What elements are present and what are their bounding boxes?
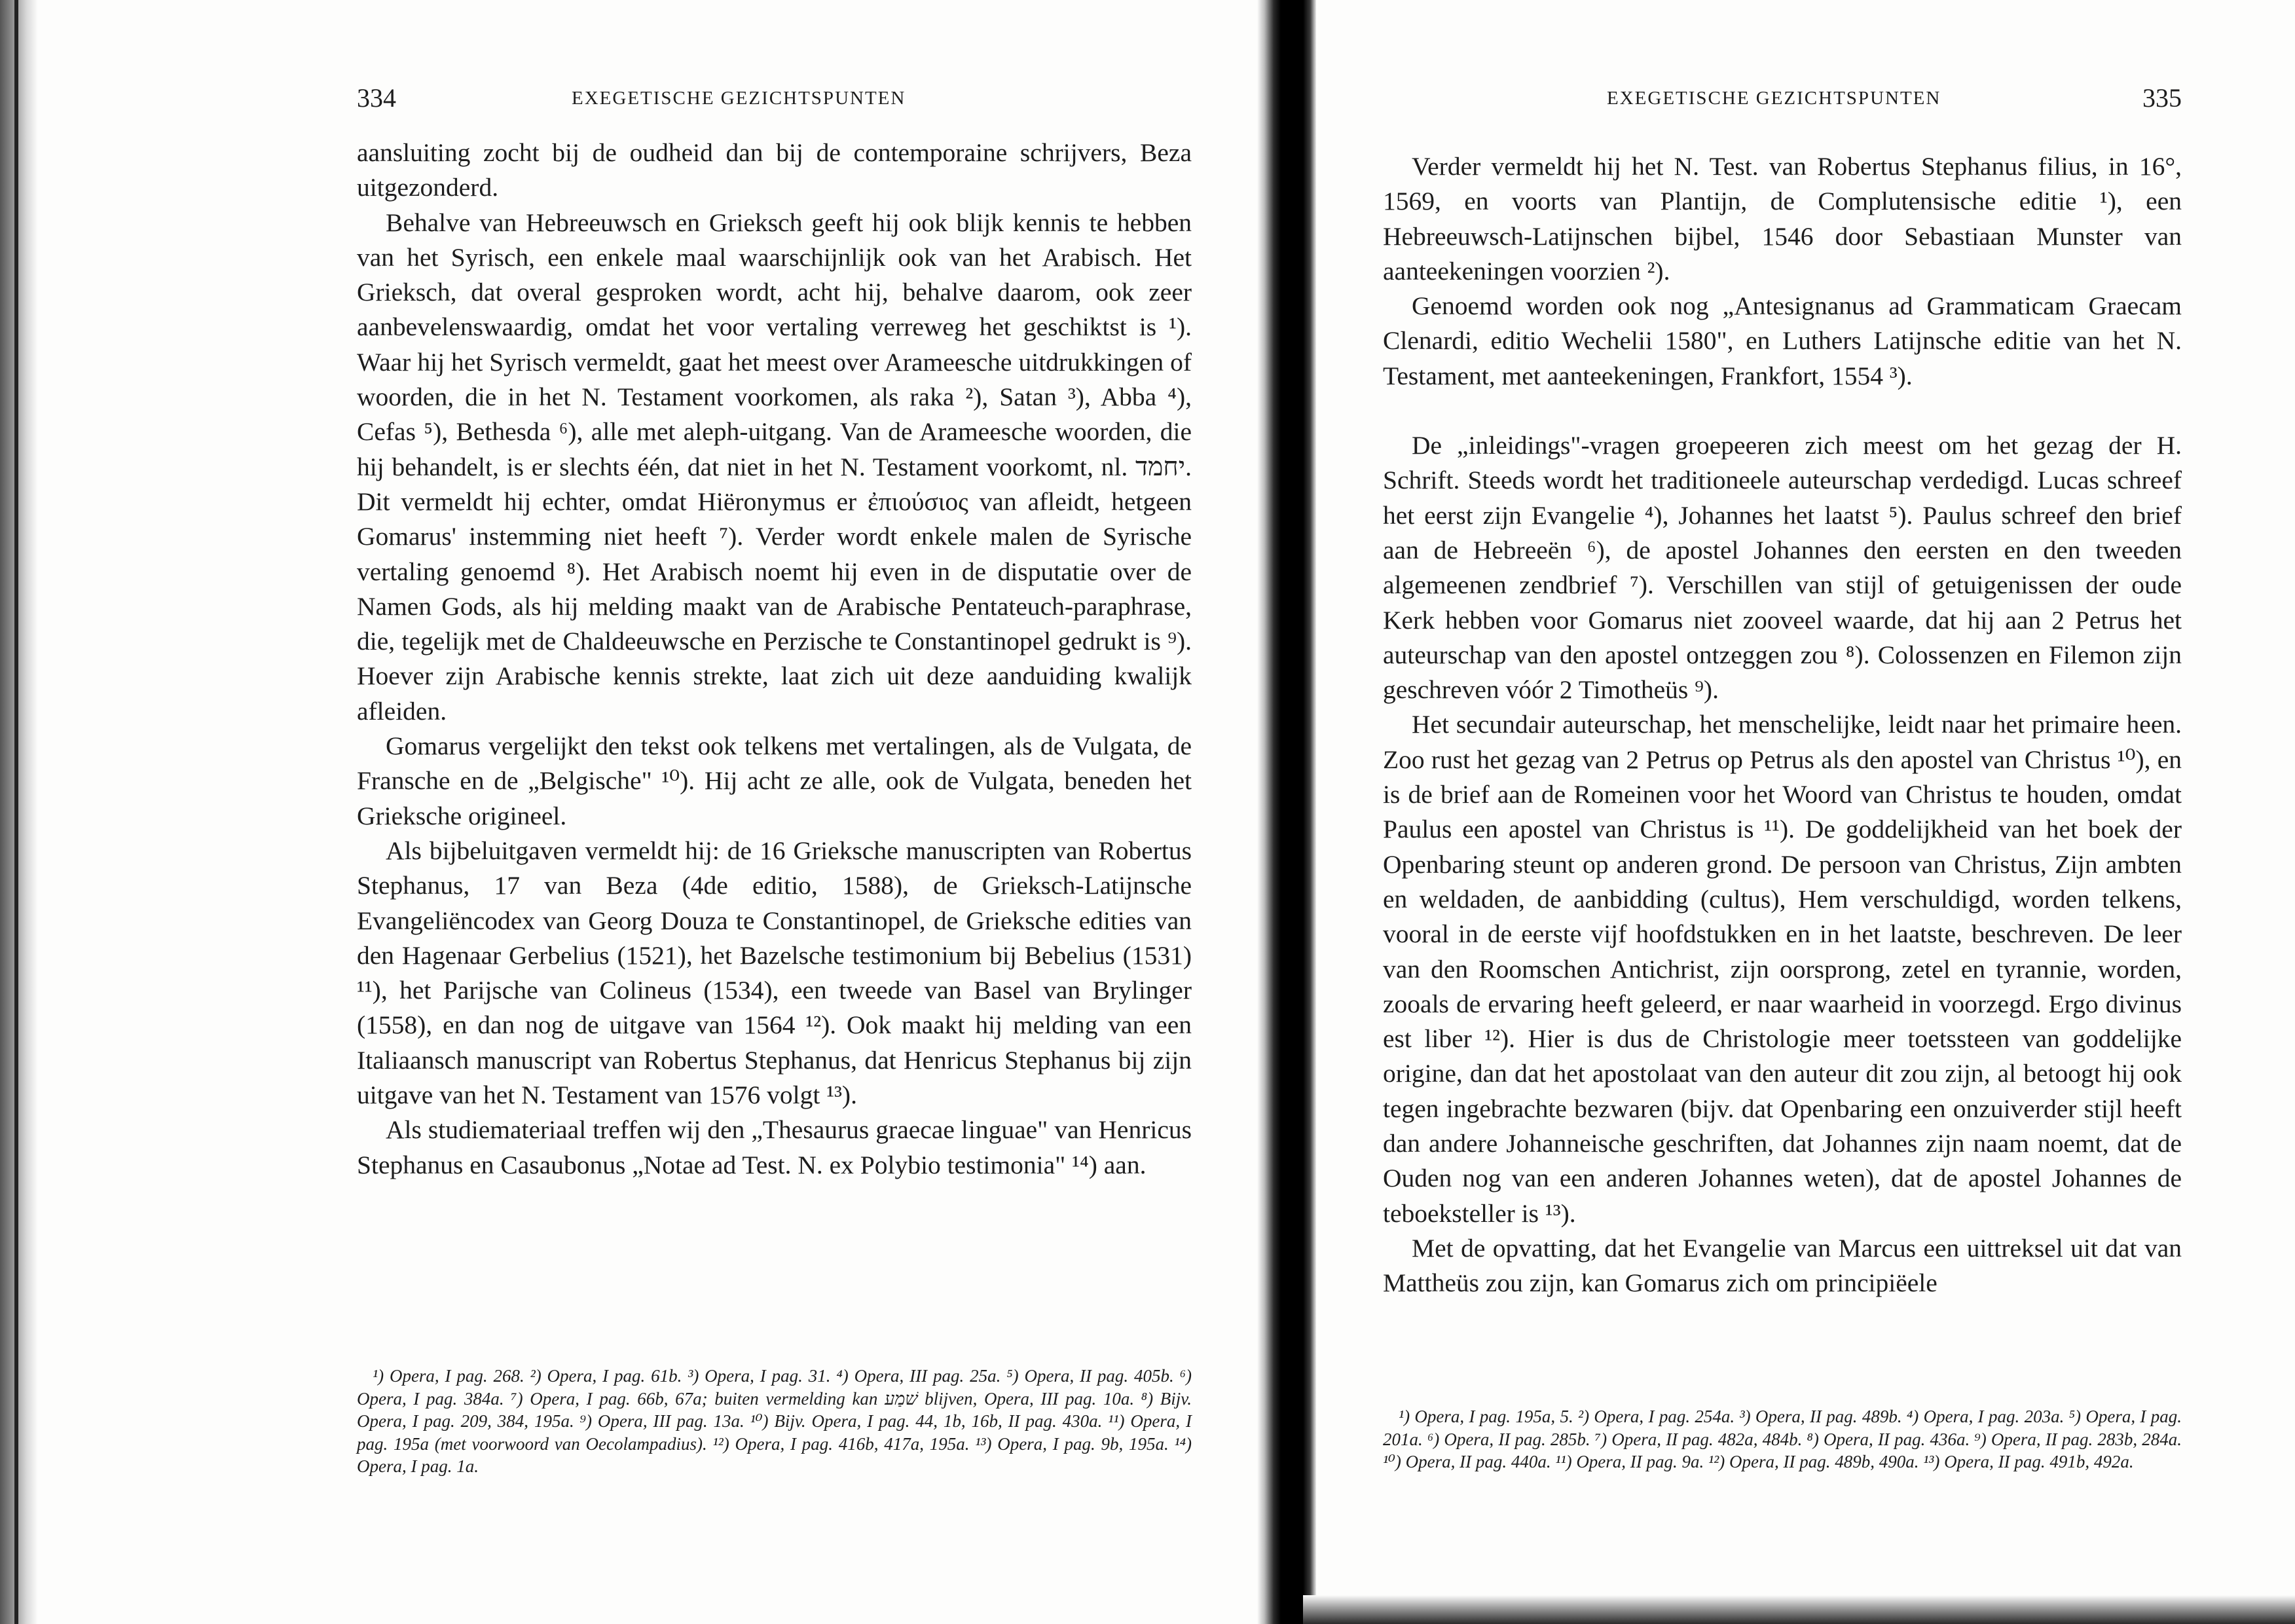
left-page-number: 334 (357, 83, 396, 113)
left-paragraph-1: aansluiting zocht bij de oudheid dan bij de contemporaine schrijvers, Beza uitgezonderd. (357, 138, 1192, 202)
right-page (1383, 0, 2182, 1624)
left-paragraph-2: Behalve van Hebreeuwsch en Grieksch geeft hij ook blijk kennis te hebben van het Syrisch, een enkele maal waarschijnlijk ook van het Arabisch. Het Grieksch, dat overal gesproken wordt, acht hij, behalve daarom, ook zeer aanbevelenswaardig, omdat het voor vertaling verreweg het geschiktst is ¹). Waar hij het Syrisch vermeldt, gaat het meest over Arameesche uitdrukkingen of woorden, die in het N. Testament voorkomen, als raka ²), Satan ³), Abba ⁴), Cefas ⁵), Bethesda ⁶), alle met aleph-uitgang. Van de Arameesche woorden, die hij behandelt, is er slechts één, dat niet in het N. Testament voorkomt, nl. יחמד. Dit vermeldt hij echter, omdat Hiëronymus er ἐπιούσιος van afleidt, hetgeen Gomarus' instemming niet heeft ⁷). Verder wordt enkele malen de Syrische vertaling genoemd ⁸). Het Arabisch noemt hij even in de disputatie over de Namen Gods, als hij melding maakt van de Arabische Pentateuch-paraphrase, die, tegelijk met de Chaldeeuwsche en Perzische te Constantinopel gedrukt is ⁹). Hoever zijn Arabische kennis strekte, laat zich uit deze aanduiding kwalijk afleiden. (357, 208, 1192, 726)
left-footnotes (357, 1365, 1192, 1478)
right-page-number: 335 (2142, 83, 2182, 113)
right-paragraph-2: Genoemd worden ook nog „Antesignanus ad Grammaticam Graecam Clenardi, editio Wechelii 1580", en Luthers Latijnsche editie van het N. Testament, met aanteekeningen, Frankfort, 1554 ³). (1383, 291, 2182, 390)
right-paragraph-3: De „inleidings"-vragen groepeeren zich meest om het gezag der H. Schrift. Steeds wordt het traditioneele auteurschap verdedigd. Lucas schreef het eerst zijn Evangelie ⁴), Johannes het laatst ⁵). Paulus schreef den brief aan de Hebreeën ⁶), de apostel Johannes den eersten en den tweeden algemeenen zendbrief ⁷). Verschillen van stijl of getuigenissen der oude Kerk hebben voor Gomarus niet zooveel waarde, dat hij aan 2 Petrus het auteurschap van den apostel ontzeggen zou ⁸). Colossenzen en Filemon zijn geschreven vóór 2 Timotheüs ⁹). (1383, 431, 2182, 705)
left-page-edge-shadow (0, 0, 38, 1624)
left-paragraph-3: Gomarus vergelijkt den tekst ook telkens met vertalingen, als de Vulgata, de Fransche en de „Belgische" ¹⁰). Hij acht ze alle, ook de Vulgata, beneden het Grieksche origineel. (357, 731, 1192, 830)
right-footnotes (1383, 1405, 2182, 1473)
right-footnote-block: ¹) Opera, I pag. 195a, 5. ²) Opera, I pag. 254a. ³) Opera, II pag. 489b. ⁴) Opera, I pag. 203a. ⁵) Opera, I pag. 201a. ⁶) Opera, II pag. 285b. ⁷) Opera, II pag. 482a, 484b. ⁸) Opera, II pag. 436a. ⁹) Opera, II pag. 283b, 284a. ¹⁰) Opera, II pag. 440a. ¹¹) Opera, II pag. 9a. ¹²) Opera, II pag. 489b, 490a. ¹³) Opera, II pag. 491b, 492a. (1383, 1407, 2182, 1471)
right-paragraph-1: Verder vermeldt hij het N. Test. van Robertus Stephanus filius, in 16°, 1569, en voorts van Plantijn, de Complutensische editie ¹), een Hebreeuwsch-Latijnschen bijbel, 1546 door Sebastiaan Munster van aanteekeningen voorzien ²). (1383, 152, 2182, 286)
right-body-text (1383, 149, 2182, 1301)
left-page (357, 0, 1192, 1624)
book-gutter-shadow (1257, 0, 1316, 1624)
left-footnote-block: ¹) Opera, I pag. 268. ²) Opera, I pag. 61b. ³) Opera, I pag. 31. ⁴) Opera, III pag. 25a. ⁵) Opera, II pag. 405b. ⁶) Opera, I pag. 384a. ⁷) Opera, I pag. 66b, 67a; buiten vermelding kan שׁמַע blijven, Opera, III pag. 10a. ⁸) Bijv. Opera, I pag. 209, 384, 195a. ⁹) Opera, III pag. 13a. ¹⁰) Bijv. Opera, I pag. 44, 1b, 16b, II pag. 430a. ¹¹) Opera, I pag. 195a (met voorwoord van Oecolampadius). ¹²) Opera, I pag. 416b, 417a, 195a. ¹³) Opera, I pag. 9b, 195a. ¹⁴) Opera, I pag. 1a. (357, 1366, 1192, 1476)
right-running-title: EXEGETISCHE GEZICHTSPUNTEN (1607, 88, 1941, 109)
left-running-head (357, 83, 1192, 114)
left-body-text (357, 136, 1192, 1183)
right-paragraph-4: Het secundair auteurschap, het menschelijke, leidt naar het primaire heen. Zoo rust het gezag van 2 Petrus op Petrus als den apostel van Christus ¹⁰), en is de brief aan de Romeinen voor het Woord van Christus te houden, omdat Paulus een apostel van Christus is ¹¹). De goddelijkheid van het boek der Openbaring steunt op anderen grond. De persoon van Christus, Zijn ambten en weldaden, de aanbidding (cultus), Hem verschuldigd, worden telkens, vooral in de eerste vijf hoofdstukken en in het laatste, beschreven. De leer van den Roomschen Antichrist, zijn oorsprong, zetel en tyrannie, worden, zooals de ervaring heeft geleerd, er naar waarheid in voorzegd. Ergo divinus est liber ¹²). Hier is dus de Christologie meer toetssteen van goddelijke origine, dan dat het apostolaat van den auteur dit zou zijn, al betoogt hij ook tegen ingebrachte bezwaren (bijv. dat Openbaring een onzuiverder stijl heeft dan andere Johanneische geschriften, dat Johannes zijn naam noemt, dat de Ouden nog van een anderen Johannes weten), dat de apostel Johannes de teboeksteller is ¹³). (1383, 710, 2182, 1228)
left-paragraph-4: Als bijbeluitgaven vermeldt hij: de 16 Grieksche manuscripten van Robertus Stephanus, 17 van Beza (4de editio, 1588), de Grieksch-Latijnsche Evangeliëncodex van Georg Douza te Constantinopel, de Grieksche edities van den Hagenaar Gerbelius (1521), het Bazelsche testimonium bij Bebelius (1531) ¹¹), het Parijsche van Colineus (1534), een tweede van Basel van Brylinger (1558), en dan nog de uitgave van 1564 ¹²). Ook maakt hij melding van een Italiaansch manuscript van Robertus Stephanus, dat Henricus Stephanus bij zijn uitgave van het N. Testament van 1576 volgt ¹³). (357, 836, 1192, 1110)
right-running-head (1383, 83, 2182, 114)
left-paragraph-5: Als studiemateriaal treffen wij den „Thesaurus graecae linguae" van Henricus Stephanus en Casaubonus „Notae ad Test. N. ex Polybio testimonia" ¹⁴) aan. (357, 1115, 1192, 1179)
left-running-title: EXEGETISCHE GEZICHTSPUNTEN (572, 88, 906, 109)
left-binding-line (14, 0, 18, 1624)
right-paragraph-5: Met de opvatting, dat het Evangelie van Marcus een uittreksel uit dat van Mattheüs zou zijn, kan Gomarus zich om principiëele (1383, 1233, 2182, 1298)
